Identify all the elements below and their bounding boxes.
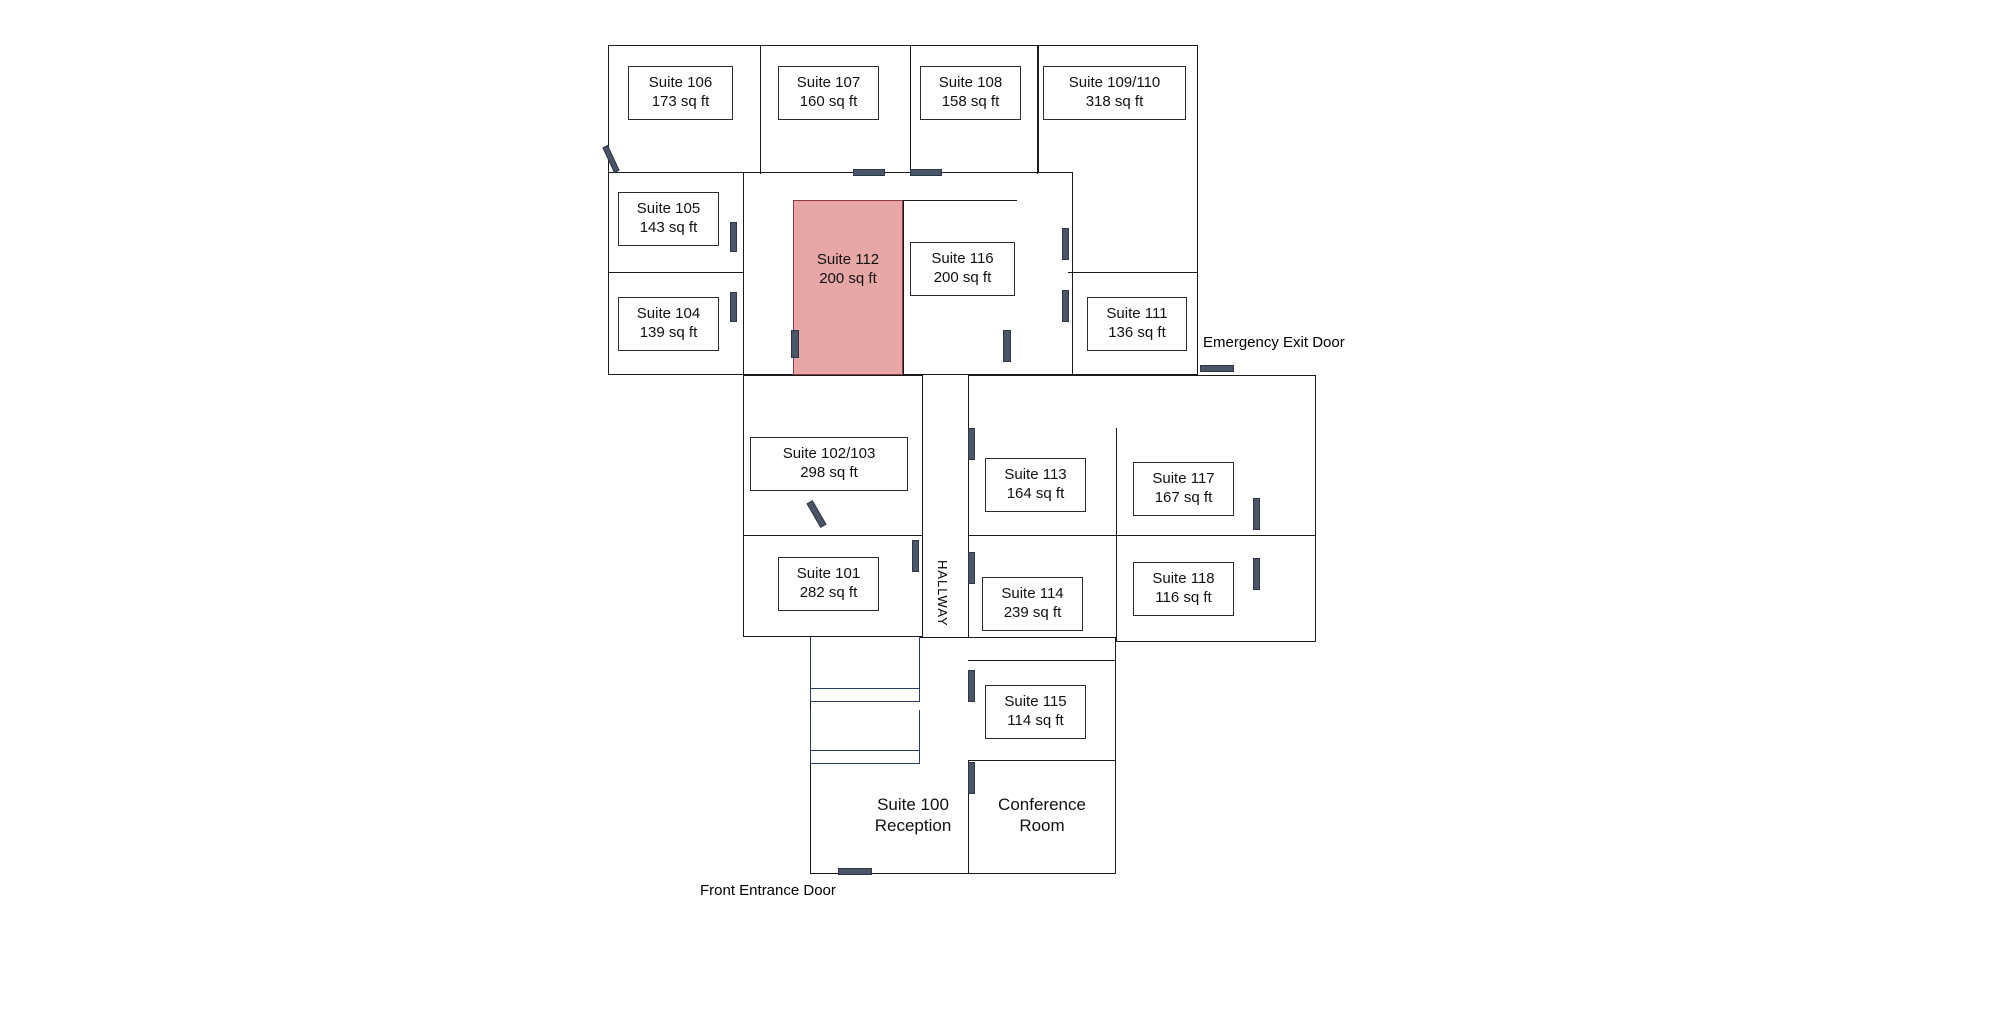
suite-label-115[interactable] [985,685,1086,739]
reception-line2: Reception [874,816,952,835]
door-suite-114-hallway [968,552,975,584]
suite-107-name: Suite 107 [796,74,861,92]
suite-115-area: 114 sq ft [1007,712,1064,729]
suite-118-area: 116 sq ft [1155,589,1212,606]
door-suite-108 [910,169,942,176]
suite-101-name: Suite 101 [796,565,861,583]
suite-label-108[interactable] [920,66,1021,120]
divider-114-115 [968,660,1116,661]
divider-105-104 [608,272,744,273]
door-suite-111-west [1062,290,1069,322]
door-emergency-exit [1200,365,1234,372]
divider-117-118 [1116,535,1316,536]
door-conference-room [968,762,975,794]
divider-102-101 [743,535,923,536]
suite-label-116[interactable] [910,242,1015,296]
door-suite-107 [853,169,885,176]
suite-102-103-area: 298 sq ft [800,464,858,481]
hallway-label: HALLWAY [935,560,950,627]
suite-label-106[interactable] [628,66,733,120]
suite-114-area: 239 sq ft [1003,604,1062,621]
suite-label-118[interactable] [1133,562,1234,616]
suite-label-104[interactable] [618,297,719,351]
door-suite-113-hallway [968,428,975,460]
suite-115-name: Suite 115 [1004,693,1067,711]
suite-111-name: Suite 111 [1106,305,1168,323]
suite-108-area: 158 sq ft [941,93,1000,110]
suite-label-102-103[interactable] [750,437,908,491]
emergency-exit-label: Emergency Exit Door [1203,334,1345,351]
door-suite-105-side [730,222,737,252]
divider-109-111 [1068,272,1198,273]
door-suite-117 [1253,498,1260,530]
divider-108-109 [1037,46,1038,174]
door-suite-112-west [791,330,799,358]
suite-117-area: 167 sq ft [1154,489,1213,506]
suite-112-area: 200 sq ft [819,270,877,287]
suite-107-area: 160 sq ft [799,93,858,110]
door-suite-115-hallway [968,670,975,702]
conference-line1: Conference [998,794,1086,814]
wall-hallway-west [922,400,923,637]
suite-label-101[interactable] [778,557,879,611]
suite-106-area: 173 sq ft [651,93,710,110]
suite-101-area: 282 sq ft [799,584,858,601]
suite-111-area: 136 sq ft [1108,324,1166,341]
suite-104-area: 139 sq ft [639,324,698,341]
door-suite-101-hallway [912,540,919,572]
reception-line1: Suite 100 [877,794,949,814]
room-label-reception[interactable] [838,787,988,843]
conference-line2: Room [1019,816,1065,835]
suite-108-name: Suite 108 [938,74,1003,92]
suite-116-area: 200 sq ft [933,269,992,286]
suite-109-110-area: 318 sq ft [1085,93,1144,110]
divider-115-conference [968,760,1116,761]
room-label-conference[interactable] [968,787,1116,843]
suite-105-name: Suite 105 [636,200,701,218]
suite-label-107[interactable] [778,66,879,120]
front-entrance-label: Front Entrance Door [700,882,836,899]
suite-label-114[interactable] [982,577,1083,631]
door-suite-116-north [1062,228,1069,260]
suite-117-name: Suite 117 [1152,470,1215,488]
suite-label-111[interactable] [1087,297,1187,351]
suite-104-name: Suite 104 [636,305,701,323]
suite-label-117[interactable] [1133,462,1234,516]
divider-106-107 [760,46,761,174]
door-suite-116-east [1003,330,1011,362]
door-front-entrance [838,868,872,875]
suite-label-113[interactable] [985,458,1086,512]
storage-room-base [810,688,920,702]
suite-112-name: Suite 112 [816,250,880,268]
suite-109-110-name: Suite 109/110 [1068,74,1161,92]
suite-114-name: Suite 114 [1001,585,1064,603]
suite-105-area: 143 sq ft [639,219,698,236]
door-suite-118 [1253,558,1260,590]
suite-113-area: 164 sq ft [1006,485,1065,502]
suite-102-103-name: Suite 102/103 [782,445,876,463]
suite-106-name: Suite 106 [648,74,713,92]
door-suite-104-side [730,292,737,322]
front-desk-base [810,750,920,764]
divider-113-114 [968,535,1116,536]
suite-116-name: Suite 116 [931,250,994,268]
suite-113-name: Suite 113 [1004,466,1067,484]
divider-112-116 [903,200,904,375]
suite-label-109-110[interactable] [1043,66,1186,120]
divider-107-108 [910,46,911,174]
suite-label-112[interactable] [798,245,898,293]
suite-label-105[interactable] [618,192,719,246]
divider-north-corridor [608,172,1068,173]
suite-118-name: Suite 118 [1152,570,1215,588]
